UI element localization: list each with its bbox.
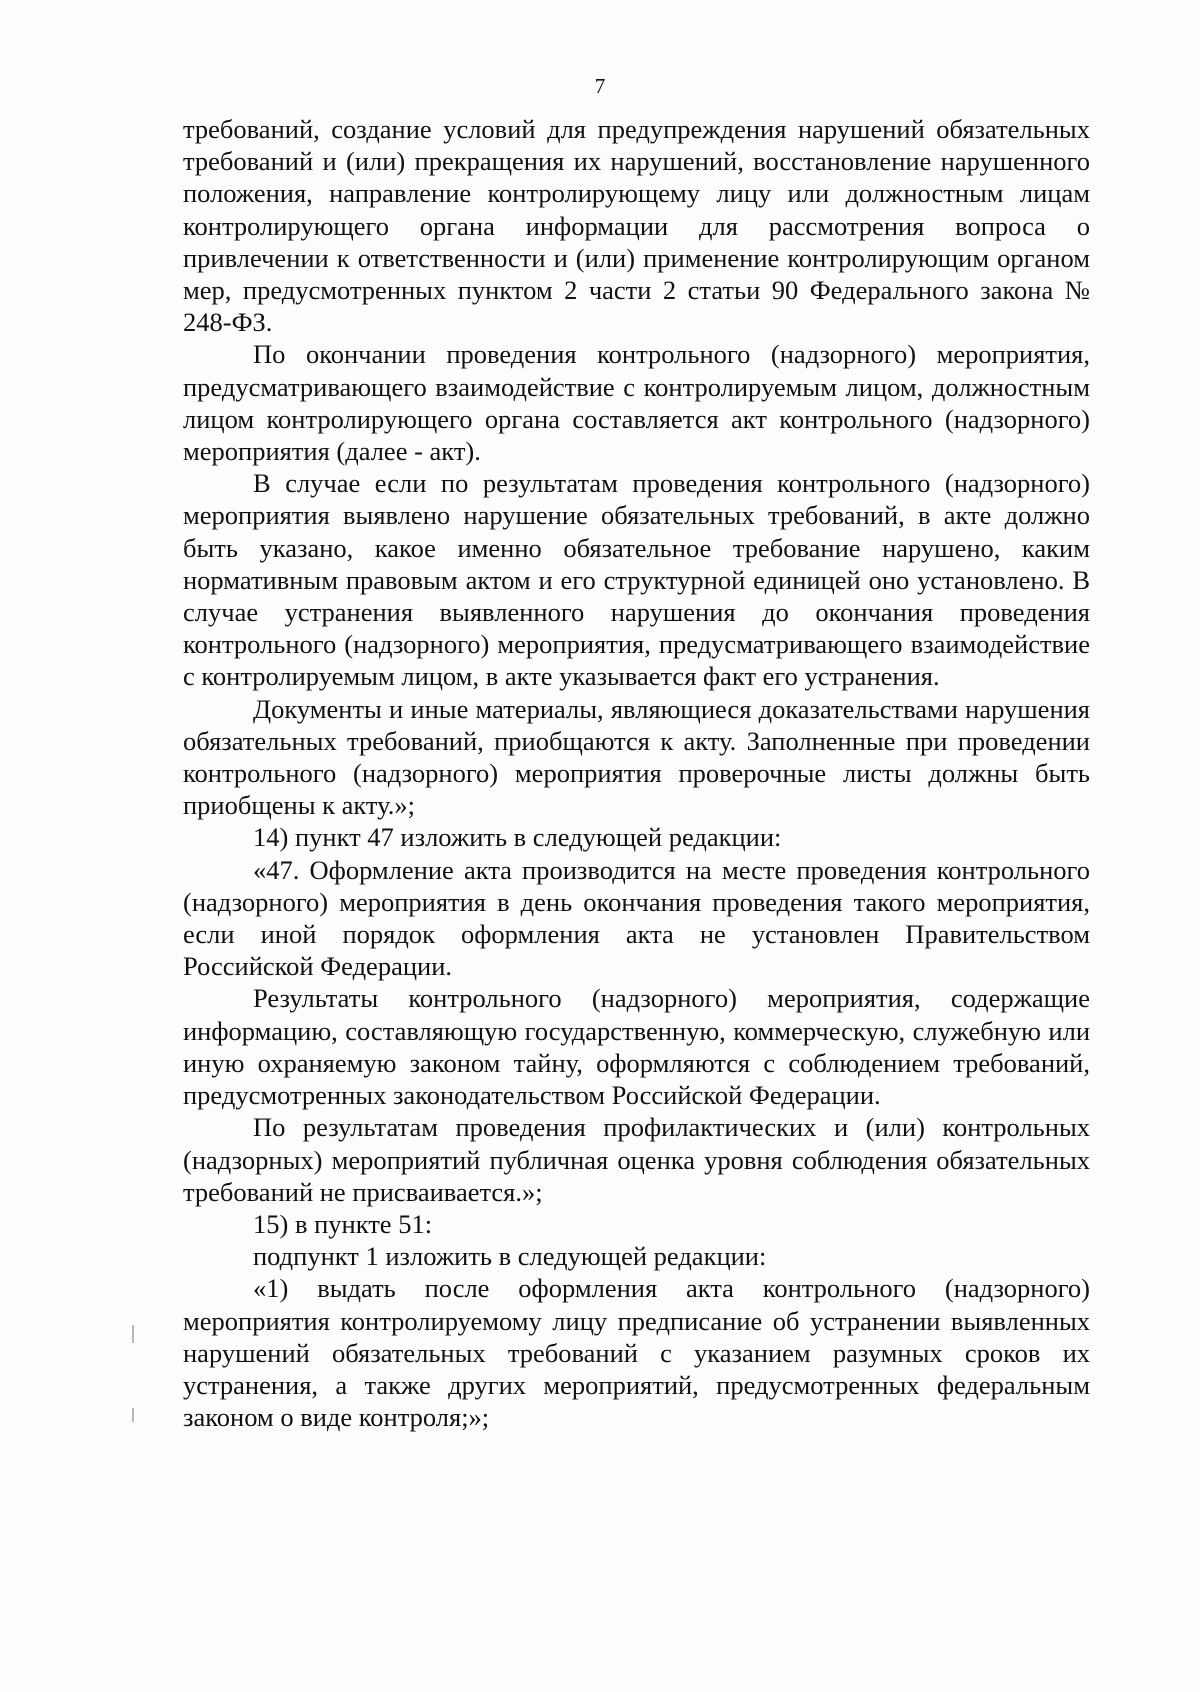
paragraph-subitem-1-text: «1) выдать после оформления акта контрольного (надзорного) мероприятия контролируемому лицу предписание об устранении выявленных нарушений обязательных требований с указанием разумных сроков их устранения, а также других мероприятий, предусмотренных федеральным законом о виде контроля;»; — [183, 1273, 1090, 1433]
paragraph-subitem-1: подпункт 1 изложить в следующей редакции: — [253, 1241, 767, 1272]
paragraph-clause-47: «47. Оформление акта производится на месте проведения контрольного (надзорного) мероприятия в день окончания проведения такого мероприятия, если иной порядок оформления акта не установлен Правительством Российской Федерации. — [183, 854, 1090, 982]
paragraph-evidence-documents: Документы и иные материалы, являющиеся доказательствами нарушения обязательных требований, приобщаются к акту. Заполненные при проведении контрольного (надзорного) мероприятия проверочные листы должны быть приобщены к акту.»; — [183, 693, 1090, 821]
document-body — [183, 113, 1090, 1433]
paragraph-continuation: требований, создание условий для предупреждения нарушений обязательных требований и (или) прекращения их нарушений, восстановление нарушенного положения, направление контролирующему лицу или должностным лицам контролирующего органа информации для рассмотрения вопроса о привлечении к ответственности и (или) применение контролирующим органом мер, предусмотренных пунктом 2 части 2 статьи 90 Федерального закона № 248-ФЗ. — [183, 114, 1090, 338]
scan-margin-mark — [132, 1408, 134, 1422]
scan-margin-mark — [132, 1325, 134, 1343]
paragraph-item-14: 14) пункт 47 изложить в следующей редакции: — [253, 822, 782, 853]
paragraph-violation-details: В случае если по результатам проведения контрольного (надзорного) мероприятия выявлено нарушение обязательных требований, в акте должно быть указано, какое именно обязательное требование нарушено, каким нормативным правовым актом и его структурной единицей оно установлено. В случае устранения выявленного нарушения до окончания проведения контрольного (надзорного) мероприятия, предусматривающего взаимодействие с контролируемым лицом, в акте указывается факт его устранения. — [183, 468, 1090, 692]
paragraph-public-assessment: По результатам проведения профилактических и (или) контрольных (надзорных) мероприятий публичная оценка уровня соблюдения обязательных требований не присваивается.»; — [183, 1112, 1090, 1207]
page-number: 7 — [594, 74, 606, 98]
paragraph-secret-info: Результаты контрольного (надзорного) мероприятия, содержащие информацию, составляющую государственную, коммерческую, служебную или иную охраняемую законом тайну, оформляются с соблюдением требований, предусмотренных законодательством Российской Федерации. — [183, 983, 1090, 1111]
paragraph-item-15: 15) в пункте 51: — [253, 1208, 433, 1239]
paragraph-act-drafting: По окончании проведения контрольного (надзорного) мероприятия, предусматривающего взаимодействие с контролируемым лицом, должностным лицом контролирующего органа составляется акт контрольного (надзорного) мероприятия (далее - акт). — [183, 339, 1090, 467]
